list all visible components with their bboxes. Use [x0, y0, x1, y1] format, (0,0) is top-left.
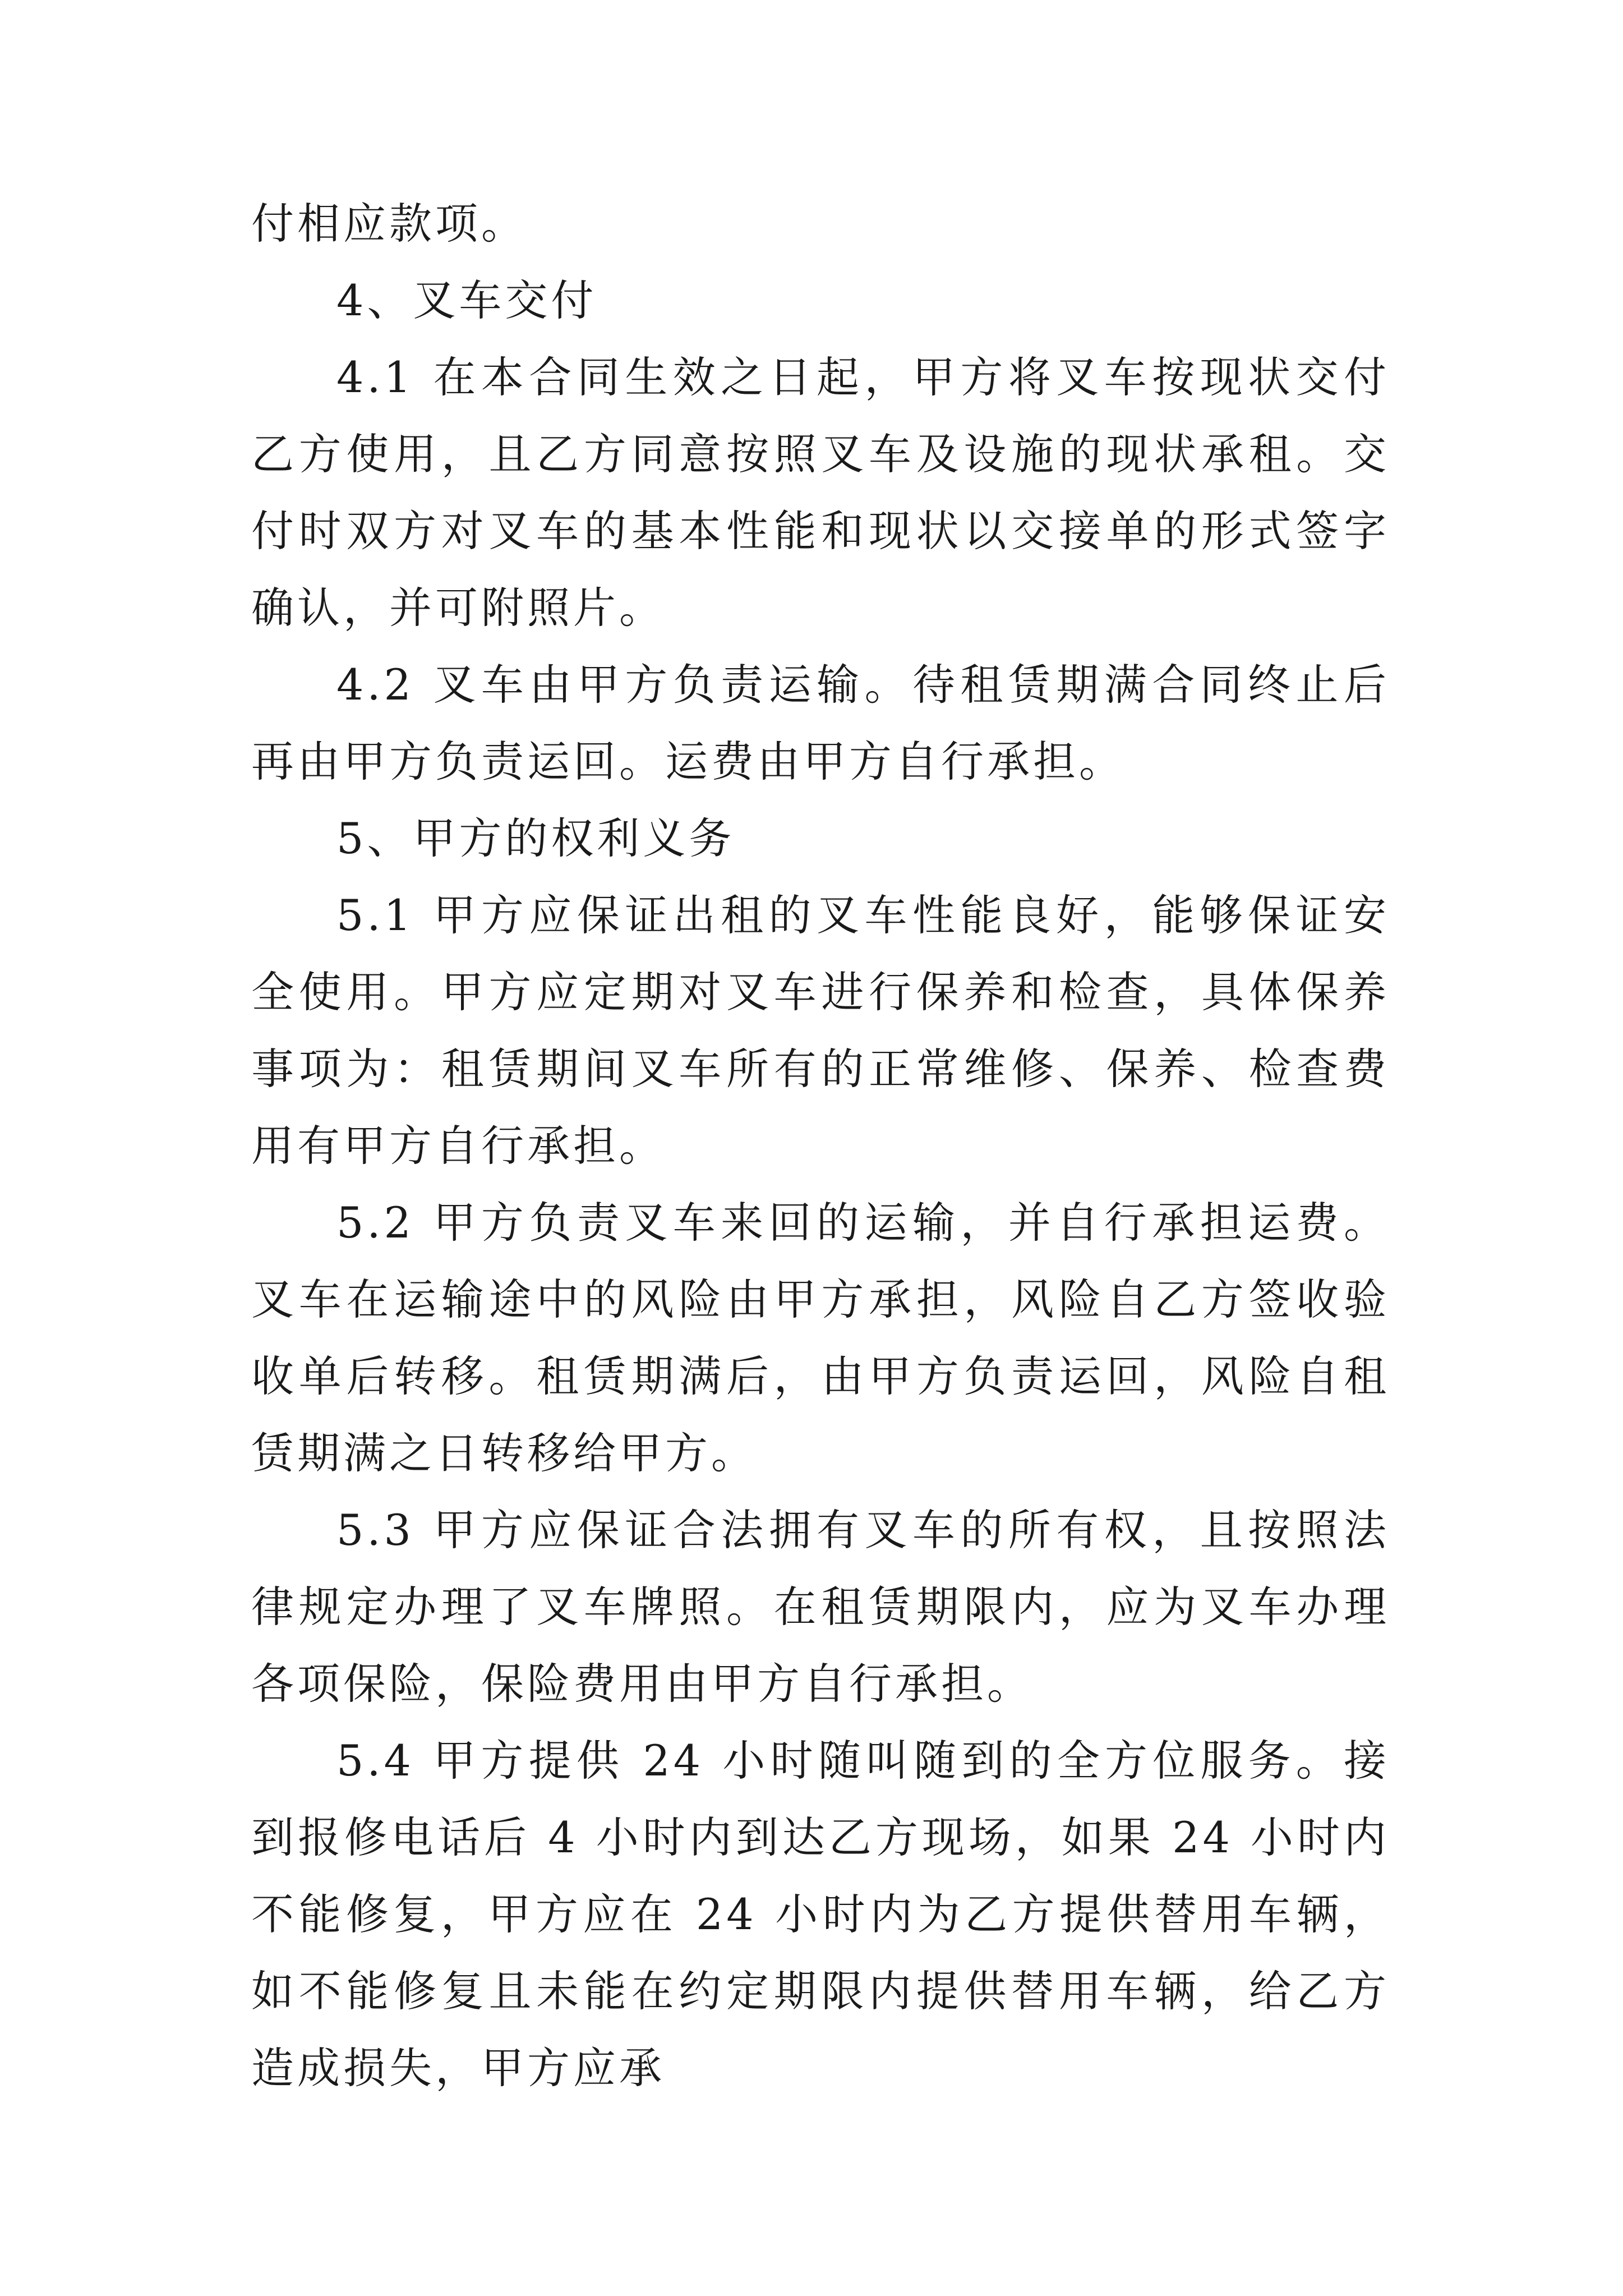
- section-heading-4: 4、叉车交付: [336, 275, 597, 325]
- clause-5-3: 5.3 甲方应保证合法拥有叉车的所有权，且按照法律规定办理了叉车牌照。在租赁期限内，应为叉车办理各项保险，保险费用由甲方自行承担。: [251, 1505, 1390, 1709]
- clause-5-2: 5.2 甲方负责叉车来回的运输，并自行承担运费。叉车在运输途中的风险由甲方承担，风险自乙方签收验收单后转移。租赁期满后，由甲方负责运回，风险自租赁期满之日转移给甲方。: [251, 1198, 1390, 1478]
- clause-5-1: 5.1 甲方应保证出租的叉车性能良好，能够保证安全使用。甲方应定期对叉车进行保养和检查，具体保养事项为：租赁期间叉车所有的正常维修、保养、检查费用有甲方自行承担。: [251, 890, 1390, 1171]
- clause-4-1: 4.1 在本合同生效之日起，甲方将叉车按现状交付乙方使用，且乙方同意按照叉车及设施的现状承租。交付时双方对叉车的基本性能和现状以交接单的形式签字确认，并可附照片。: [251, 352, 1390, 633]
- clause-5-4: 5.4 甲方提供 24 小时随叫随到的全方位服务。接到报修电话后 4 小时内到达乙方现场，如果 24 小时内不能修复，甲方应在 24 小时内为乙方提供替用车辆，如不能修复且未能在约定期限内提供替用车辆，给乙方造成损失，甲方应承: [251, 1736, 1390, 2093]
- section-heading-5: 5、甲方的权利义务: [336, 813, 735, 863]
- clause-4-2: 4.2 叉车由甲方负责运输。待租赁期满合同终止后再由甲方负责运回。运费由甲方自行承担。: [251, 660, 1390, 786]
- document-body: [251, 185, 1390, 2106]
- paragraph-continuation: 付相应款项。: [251, 199, 527, 249]
